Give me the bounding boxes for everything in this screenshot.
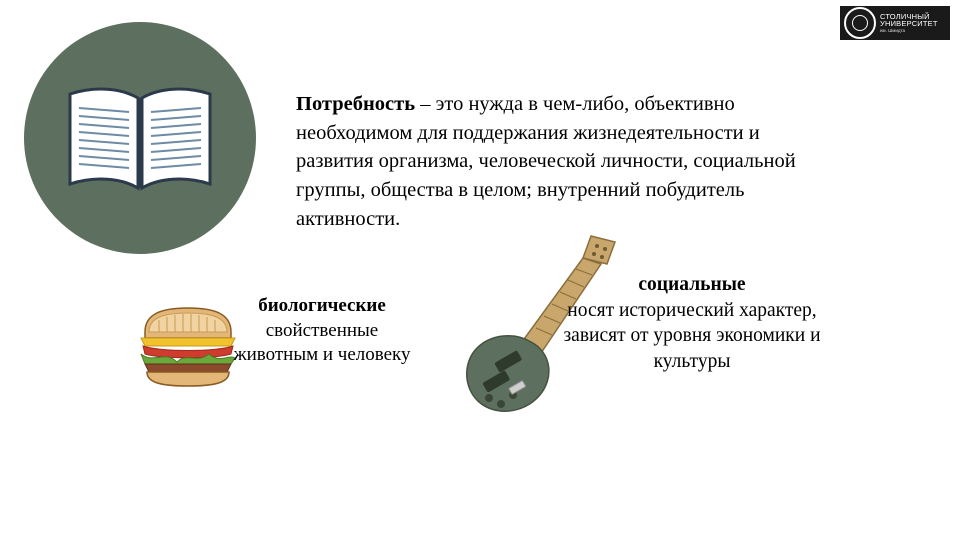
university-crest-icon (844, 7, 876, 39)
biological-heading: биологические (258, 295, 386, 316)
university-logo (840, 6, 950, 40)
social-needs-text (563, 272, 821, 375)
biological-body: свойственные животным и человеку (233, 319, 411, 366)
book-circle-badge (24, 22, 256, 254)
crest-inner-ring (852, 15, 868, 31)
logo-line-2: УНИВЕРСИТЕТ (880, 19, 938, 29)
social-heading: социальные (638, 274, 746, 295)
definition-body: – это нужда в чем-либо, объективно необходимом для поддержания жизнедеятельности и развития организма, человеческой личности, социальной группы, общества в целом; внутренний побудитель активности. (296, 93, 796, 230)
logo-line-1: СТОЛИЧНЫЙ (880, 11, 930, 21)
university-logo-text (880, 13, 938, 34)
definition-text (296, 90, 816, 233)
logo-line-3: им. Шмидта (880, 27, 905, 33)
social-body: носят исторический характер, зависят от уровня экономики и культуры (563, 299, 821, 373)
open-book-icon (65, 82, 215, 194)
definition-term: Потребность (296, 93, 416, 115)
biological-needs-text (222, 294, 422, 368)
